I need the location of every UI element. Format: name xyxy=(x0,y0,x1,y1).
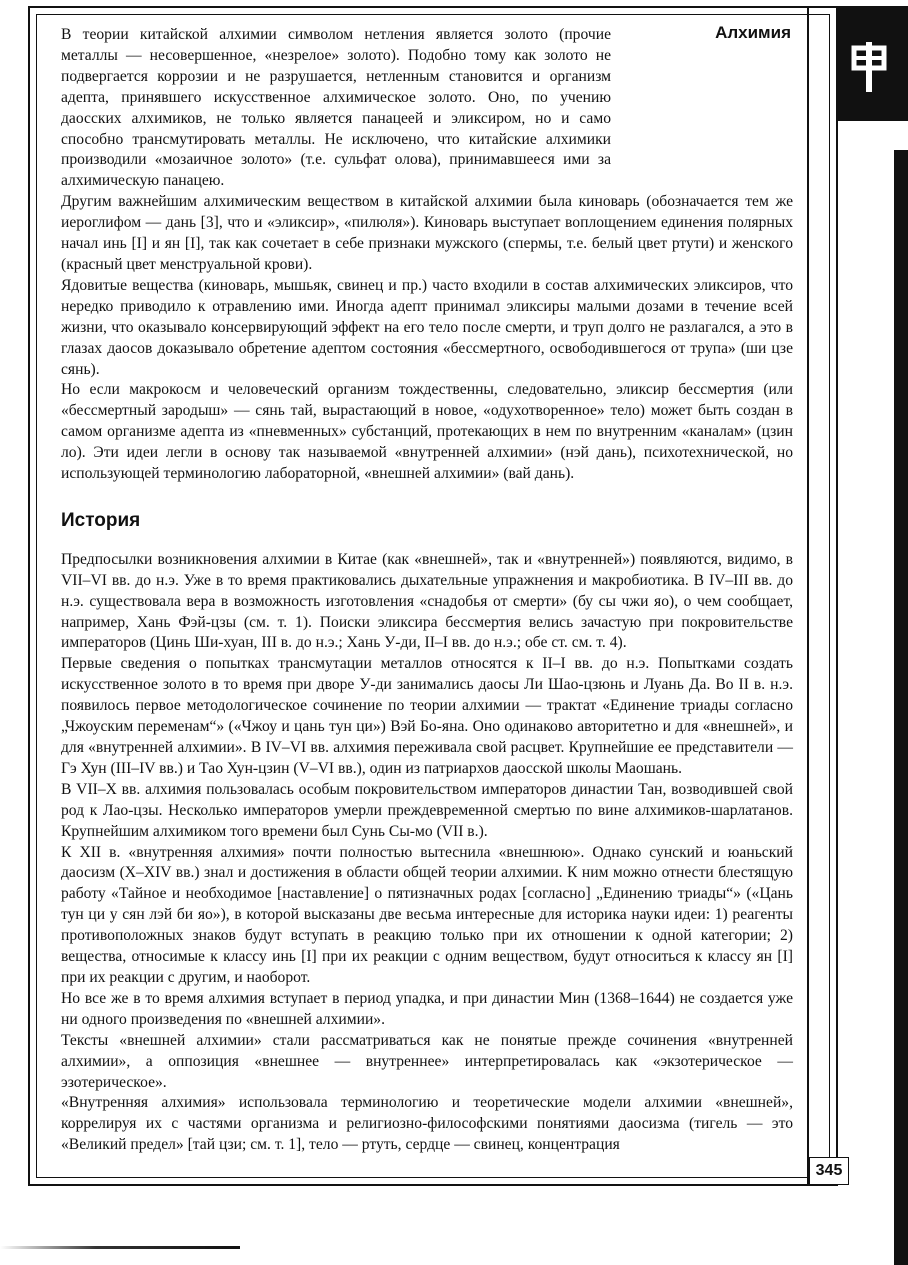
scan-edge-line xyxy=(0,1246,240,1249)
paragraph: Первые сведения о попытках трансмутации металлов относятся к II–I вв. до н.э. Попытками создать искусственное золото в то время при дворе У-ди занимались даосы Ли Шао-цзюнь и Луань Да. Во II в. н.э. появилось первое методологическое сочинение по теории алхимии — трактат «Единение триады согласно „Чжоуским переменам“» («Чжоу и цань тун ци») Вэй Бо-яна. Оно одинаково авторитетно и для «внешней», и для «внутренней алхимии». В IV–VI вв. алхимия переживала свой расцвет. Крупнейшие ее представители — Гэ Хун (III–IV вв.) и Тао Хун-цзин (V–VI вв.), один из патриархов даосской школы Маошань. xyxy=(61,655,793,777)
paragraph: К XII в. «внутренняя алхимия» почти полностью вытеснила «внешнюю». Однако сунский и юаньский даосизм (X–XIV вв.) знал и достижения в области общей теории алхимии. К ним можно отнести блестящую работу «Тайное и необходимое [наставление] о пятизначных родах [согласно] „Единению триады“» («Цань тун ци у сян лэй би яо»), в которой высказаны две весьма интересные для историка науки идеи: 1) реагенты противоположных знаков будут вступать в реакцию только при их отношении к одной категории; 2) вещества, относимые к классу инь [I] при их реакции с одним веществом, будут относиться к классу ян [I] при их реакции с другим, и наоборот. xyxy=(61,843,793,986)
paragraph: В VII–X вв. алхимия пользовалась особым покровительством императоров династии Тан, возводившей свой род к Лао-цзы. Несколько императоров умерли преждевременной смертью по вине алхимиков-шарлатанов. Крупнейшим алхимиком того времени был Сунь Сы-мо (VII в.). xyxy=(61,780,793,840)
paragraph: В теории китайской алхимии символом нетления является золото (прочие металлы — несовершенное, «незрелое» золото). Подобно тому как золото не подвергается коррозии и не разрушается, нетленным становится и организм адепта, принявшего искусственное алхимическое золото. Оно, по учению даосских алхимиков, не только является панацеей и эликсиром, но и само способно трансмутировать металлы. Не исключено, что китайские алхимики производили «мозаичное золото» (т.е. сульфат олова), принимавшееся ими за алхимическую панацею. xyxy=(61,26,611,190)
paragraph: Предпосылки возникновения алхимии в Китае (как «внешней», так и «внутренней») появляются, видимо, в VII–VI вв. до н.э. Уже в то время практиковались дыхательные упражнения и макробиотика. В IV–III вв. до н.э. существовала вера в возможность изготовления «снадобья от смерти» (бу сы чжи яо), о чем сообщает, например, Хань Фэй-цзы (см. т. 1). Поиски эликсира бессмертия велись зачастую при покровительстве императоров (Цинь Ши-хуан, III в. до н.э.; Хань У-ди, II–I вв. до н.э.; обе ст. см. т. 4). xyxy=(61,550,793,652)
page-number: 345 xyxy=(809,1157,849,1185)
paragraph: Тексты «внешней алхимии» стали рассматриваться как не понятые прежде сочинения «внутренней алхимии», а оппозиция «внешнее — внутреннее» интерпретировалась как «экзотерическое — эзотерическое». xyxy=(61,1031,793,1091)
paragraph: Ядовитые вещества (киноварь, мышьяк, свинец и пр.) часто входили в состав алхимических эликсиров, что нередко приводило к отравлению ими. Иногда адепт принимал эликсиры малыми дозами в течение всей жизни, что оказывало консервирующий эффект на его тело после смерти, и труп долго не разлагался, а это в глазах даосов доказывало обретение адептом состояния «бессмертного, освободившегося от трупа» (ши цзе сянь). xyxy=(61,276,793,378)
paragraph: Другим важнейшим алхимическим веществом в китайской алхимии была киноварь (обозначается тем же иероглифом — дань [3], что и «эликсир», «пилюля»). Киноварь выступает воплощением единения полярных начал инь [I] и ян [I], так как сочетает в себе признаки мужского (спермы, т.е. белый цвет ртути) и женского (красный цвет менструальной крови). xyxy=(61,193,793,273)
paragraph: Но если макрокосм и человеческий организм тождественны, следовательно, эликсир бессмертия (или «бессмертный зародыш» — сянь тай, вырастающий в новое, «одухотворенное» тело) может быть создан в самом организме адепта из «пневменных» субстанций, протекающих в нем по внутренним «каналам» (цзин ло). Эти идеи легли в основу так называемой «внутренней алхимии» (нэй дань), психотехнической, но использующей терминологию лабораторной, «внешней алхимии» (вай дань). xyxy=(61,381,793,483)
edge-strip xyxy=(894,150,908,1265)
section-heading: История xyxy=(61,509,141,531)
paragraph: Но все же в то время алхимия вступает в период упадка, и при династии Мин (1368–1644) не создается уже ни одного произведения по «внешней алхимии». xyxy=(61,989,793,1028)
paragraph: «Внутренняя алхимия» использовала терминологию и теоретические модели алхимии «внешней», коррелируя их с частями организма и религиозно-философскими понятиями даосизма (тигель — это «Великий предел» [тай цзи; см. т. 1], тело — ртуть, сердце — свинец, концентрация xyxy=(61,1094,793,1154)
margin-rule xyxy=(807,6,809,1186)
document-body xyxy=(61,25,793,1156)
running-header: Алхимия xyxy=(715,23,791,42)
chinese-character-icon xyxy=(846,38,892,94)
